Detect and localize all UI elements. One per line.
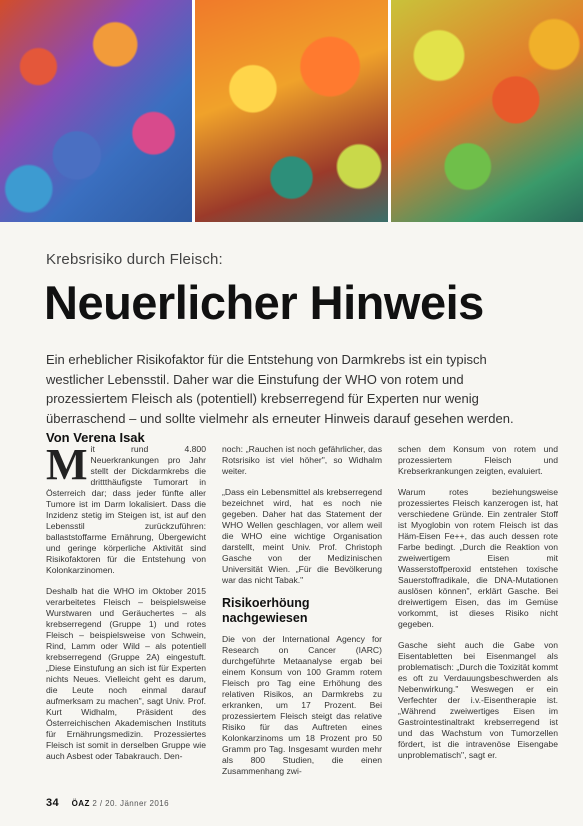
paragraph: Deshalb hat die WHO im Oktober 2015 verarbeitetes Fleisch – beispielsweise Wurstwaren und Geräuchertes – als krebserregend (Gruppe 1) und rotes Fleisch – beispielsweise von Schwein, Rind, Lamm oder Wild – als potentiell krebserregend (Gruppe 2A) eingestuft. „Diese Einstufung an sich ist für Experten nichts Neues. Vielleicht geht es darum, die Leute noch einmal darauf aufmerksam zu machen", sagt Univ. Prof. Kurt Widhalm, Präsident des Österreichischen Akademischen Instituts für Ernährungsmedizin. Prozessiertes Fleisch ist somit in derselben Gruppe wie auch Asbest oder Tabakrauch. Den-	[46, 586, 206, 761]
cell-photo-center	[195, 0, 387, 222]
article-headline: Neuerlicher Hinweis	[44, 276, 484, 329]
hero-image-strip	[0, 0, 583, 222]
magazine-name: ÖAZ	[71, 799, 90, 808]
paragraph: noch: „Rauchen ist noch gefährlicher, das Rotsrisiko ist viel höher", so Widhalm weiter.	[222, 444, 382, 476]
paragraph-text: it rund 4.800 Neuerkrankungen pro Jahr stellt der Dickdarmkrebs die drittthäufigste Tumorart in Österreich dar; dass jeder fünfte aller Tumore ist im Darm lokalisiert. Dass die Inzidenz stetig im Steigen ist, ist auf den Lebensstil zurückzuführen: ballaststoffarme Ernährung, Übergewicht und geringe körperliche Aktivität sind Risikofaktoren für die Entstehung von Kolonkarzinomen.	[46, 444, 206, 575]
page-footer	[46, 797, 169, 809]
article-lead	[46, 350, 536, 448]
paragraph: „Dass ein Lebensmittel als krebserregend bezeichnet wird, hat es noch nie gegeben. Daher hat das Statement der WHO Wellen geschlagen, vor allem weil die WHO eine wichtige Organisation darstellt, meint Univ. Prof. Christoph Gasche von der Medizinischen Universität Wien. „Für die Bevölkerung war das nicht Tabak."	[222, 487, 382, 585]
article-body	[46, 440, 558, 779]
cell-photo-left	[0, 0, 192, 222]
page-number: 34	[46, 797, 60, 809]
body-column-3	[398, 444, 558, 779]
paragraph: schen dem Konsum von rotem und prozessiertem Fleisch und Krebserkrankungen zeigten, evaluiert.	[398, 444, 558, 476]
article-kicker: Krebsrisiko durch Fleisch:	[46, 251, 223, 268]
lead-text: Ein erheblicher Risikofaktor für die Entstehung von Darmkrebs ist ein typisch westlicher Lebensstil. Daher war die Einstufung der WHO von rotem und prozessiertem Fleisch als (potentiell) krebserregend für Experten nur wenig überraschend – und sollte vielmehr als erneuter Hinweis darauf gesehen werden.	[46, 352, 514, 426]
author-byline: Von Verena Isak	[46, 430, 145, 445]
paragraph: Warum rotes beziehungsweise prozessiertes Fleisch kanzerogen ist, hat verschiedene Gründe. Ein zentraler Stoff ist Myoglobin von rotem Fleisch ist das Häm-Eisen Fe++, das auch dessen rote Farbe bedingt. „Durch die Reaktion von zweiwertigem Eisen mit Wasserstoffperoxid entstehen toxische Sauerstoffradikale, die DNA-Mutationen auslösen können", erklärt Gasche. Bei dreiwertigem Eisen, das im Gemüse vorkommt, ist dieses Risiko nicht gegeben.	[398, 487, 558, 629]
paragraph: Gasche sieht auch die Gabe von Eisentabletten bei Eisenmangel als problematisch: „Durch die Toxizität kommt es oft zu Verdauungsbeschwerden als Nebenwirkung." Weswegen er ein Verfechter der i.v.-Eisentherapie ist. „Während zweiwertiges Eisen im Gastrointestinaltrakt krebserregend ist und das Wachstum von Tumorzellen fördert, ist die intravenöse Eisengabe unproblematisch", sagt er.	[398, 640, 558, 760]
body-column-2	[222, 444, 382, 779]
cell-photo-right	[391, 0, 583, 222]
body-column-1	[46, 440, 206, 779]
drop-cap: M	[46, 440, 88, 489]
paragraph	[46, 440, 206, 576]
section-subhead: Risikoerhöung nachgewiesen	[222, 596, 310, 625]
paragraph: Die von der International Agency for Research on Cancer (IARC) durchgeführte Metaanalyse ergab bei einem Konsum von 100 Gramm rotem Fleisch pro Tag eine Erhöhung des relativen Risikos, an Darmkrebs zu erkranken, um 17 Prozent. Bei prozessiertem Fleisch steigt das relative Risiko für das Auftreten eines Kolonkarzinoms um 18 Prozent pro 50 Gramm pro Tag. Insgesamt wurden mehr als 800 Studien, die einen Zusammenhang zwi-	[222, 634, 382, 776]
issue-info: 2 / 20. Jänner 2016	[92, 799, 169, 808]
